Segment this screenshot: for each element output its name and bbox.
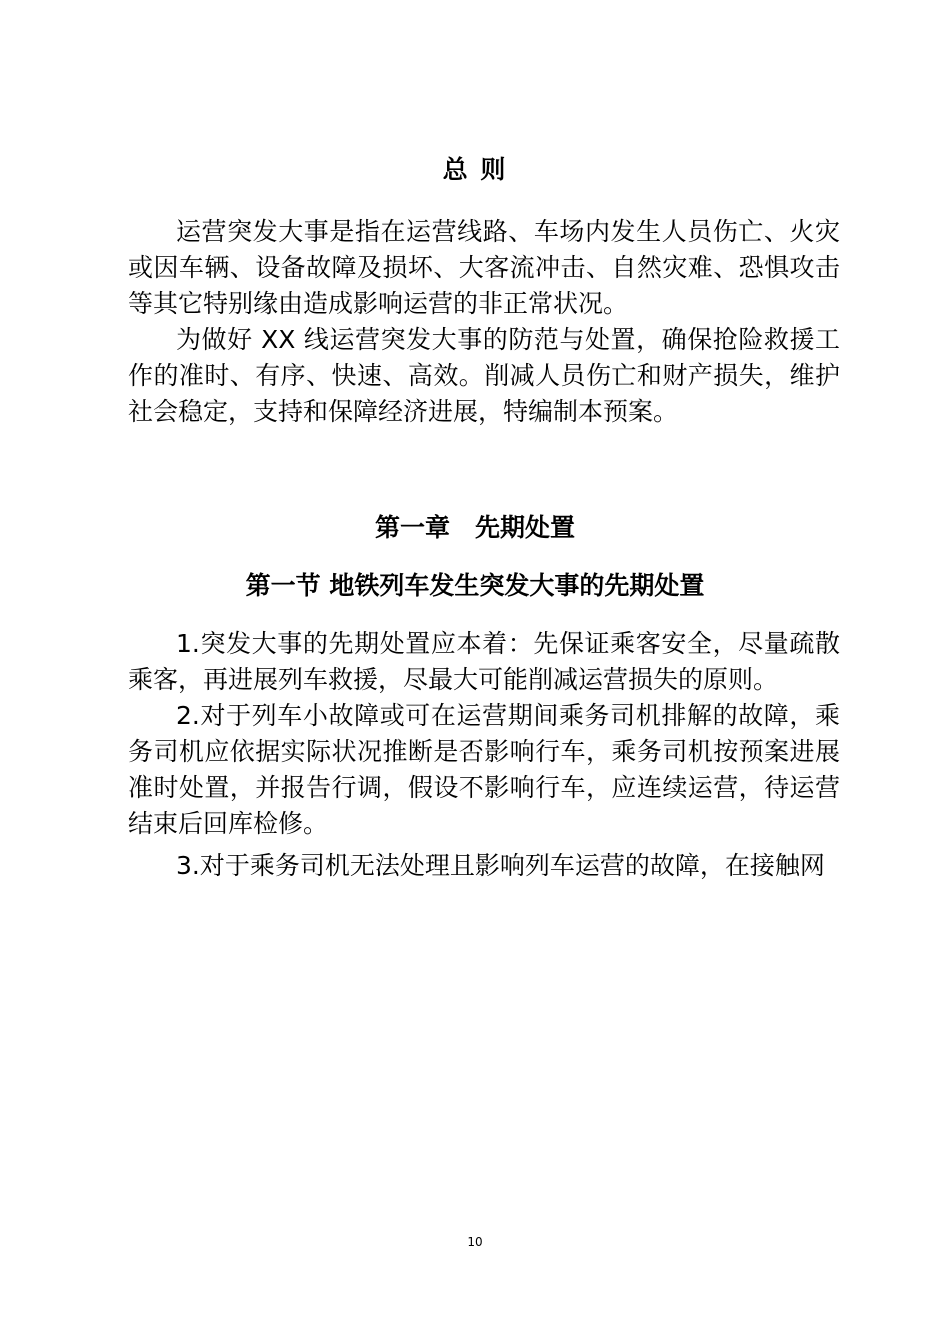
intro-paragraph-1: 运营突发大事是指在运营线路、车场内发生人员伤亡、火灾或因车辆、设备故障及损坏、大客流冲击、自然灾难、恐惧攻击等其它特别缘由造成影响运营的非正常状况。 — [128, 217, 840, 318]
page-title: 总 则 — [442, 155, 508, 184]
section-paragraph-2: 2.对于列车小故障或可在运营期间乘务司机排解的故障，乘务司机应依据实际状况推断是否影响行车，乘务司机按预案进展准时处置，并报告行调，假设不影响行车，应连续运营，待运营结束后回库检修。 — [128, 701, 840, 838]
intro-paragraph-2: 为做好 XX 线运营突发大事的防范与处置，确保抢险救援工作的准时、有序、快速、高效。削减人员伤亡和财产损失，维护社会稳定，支持和保障经济进展，特编制本预案。 — [128, 325, 840, 426]
section-paragraph-1: 1.突发大事的先期处置应本着：先保证乘客安全，尽量疏散乘客，再进展列车救援，尽最大可能削减运营损失的原则。 — [128, 629, 840, 694]
chapter-title: 第一章 先期处置 — [374, 513, 575, 542]
section-title: 第一节 地铁列车发生突发大事的先期处置 — [245, 571, 705, 600]
section-paragraph-3: 3.对于乘务司机无法处理且影响列车运营的故障，在接触网 — [176, 851, 825, 880]
page-number: 10 — [467, 1235, 483, 1249]
